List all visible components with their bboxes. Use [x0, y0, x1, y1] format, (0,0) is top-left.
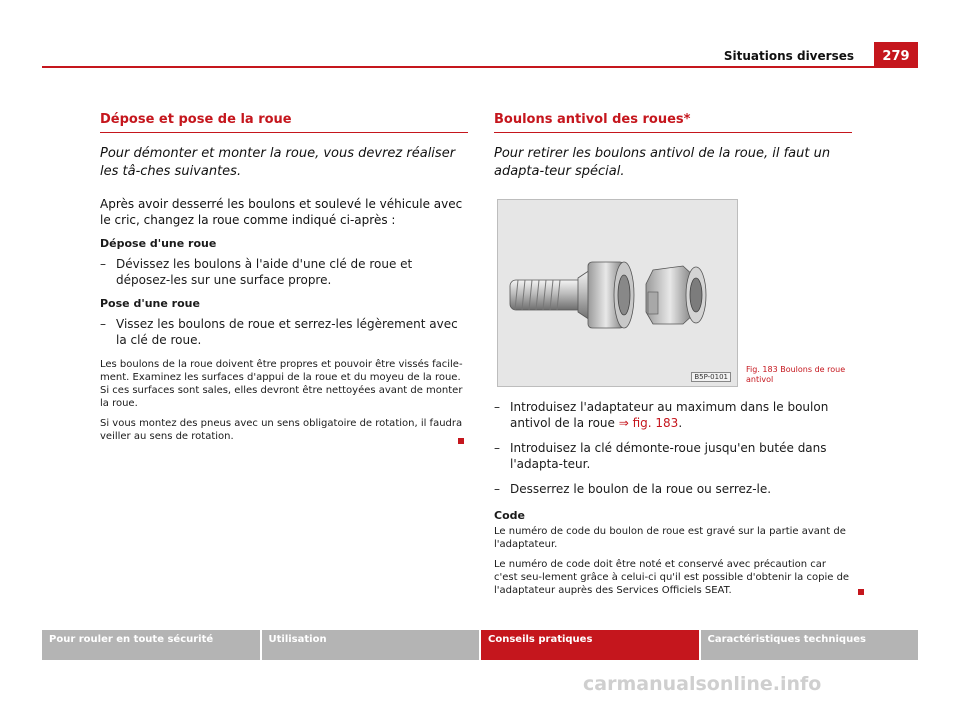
code-text-engraved: Le numéro de code du boulon de roue est gravé sur la partie avant de l'adaptateur.: [494, 526, 846, 550]
mounting-heading: Pose d'une roue: [100, 297, 200, 310]
adapter-step-1: – Introduisez l'adaptateur au maximum dans le boulon antivol de la roue ⇒ fig. 183.: [494, 400, 829, 430]
code-text-keep: Le numéro de code doit être noté et conservé avec précaution car c'est seu-lement grâce à celui-ci qu'il est possible d'obtenir la copie de l'adaptateur auprès des Services Officiels SEAT.: [494, 559, 850, 596]
adapter-step-2: – Introduisez la clé démonte-roue jusqu'en butée dans l'adapta-teur.: [494, 441, 827, 471]
nav-tab-usage[interactable]: Utilisation: [262, 630, 480, 660]
end-mark-icon: [858, 589, 864, 595]
page-number: 279: [874, 42, 918, 68]
header-rule: [42, 66, 918, 68]
watermark: carmanualsonline.info: [583, 673, 822, 695]
removal-step: – Dévissez les boulons à l'aide d'une clé de roue et déposez-les sur une surface propre.: [100, 257, 413, 287]
left-column: [100, 112, 468, 443]
figure-code: B5P-0101: [691, 372, 731, 382]
removal-heading: Dépose d'une roue: [100, 237, 217, 250]
figure-183-link[interactable]: ⇒ fig. 183: [618, 416, 679, 430]
wheel-intro: Pour démonter et monter la roue, vous devrez réaliser les tâ-ches suivantes.: [100, 146, 456, 179]
footer-navigation: [42, 630, 918, 660]
nav-tab-safety[interactable]: Pour rouler en toute sécurité: [42, 630, 260, 660]
note-rotation: Si vous montez des pneus avec un sens obligatoire de rotation, il faudra veiller au sens de rotation.: [100, 418, 463, 442]
wheel-bolt-figure: [497, 199, 738, 387]
antitheft-intro: Pour retirer les boulons antivol de la roue, il faut un adapta-teur spécial.: [494, 146, 831, 179]
wheel-paragraph: Après avoir desserré les boulons et soulevé le véhicule avec le cric, changez la roue comme indiqué ci-après :: [100, 197, 463, 227]
mounting-step: – Vissez les boulons de roue et serrez-les légèrement avec la clé de roue.: [100, 317, 458, 347]
nav-tab-practical-advice[interactable]: Conseils pratiques: [481, 630, 699, 660]
right-column: [494, 112, 852, 597]
code-heading: Code: [494, 509, 525, 522]
anti-theft-bolt-illustration: [498, 200, 737, 386]
nav-tab-technical-specs[interactable]: Caractéristiques techniques: [701, 630, 919, 660]
end-mark-icon: [458, 438, 464, 444]
section-title: Situations diverses: [723, 49, 854, 63]
figure-block: [494, 199, 852, 389]
note-cleaning: Les boulons de la roue doivent être propres et pouvoir être vissés facile-ment. Examinez les surfaces d'appui de la roue et du moyeu de la roue. Si ces surfaces sont sales, elles devront être nettoyées avant de monter la roue.: [100, 359, 463, 409]
antitheft-title: Boulons antivol des roues*: [494, 112, 852, 133]
wheel-removal-title: Dépose et pose de la roue: [100, 112, 468, 133]
figure-caption: Fig. 183 Boulons de roue antivol: [746, 365, 846, 384]
adapter-step-3: – Desserrez le boulon de la roue ou serrez-le.: [494, 482, 772, 496]
